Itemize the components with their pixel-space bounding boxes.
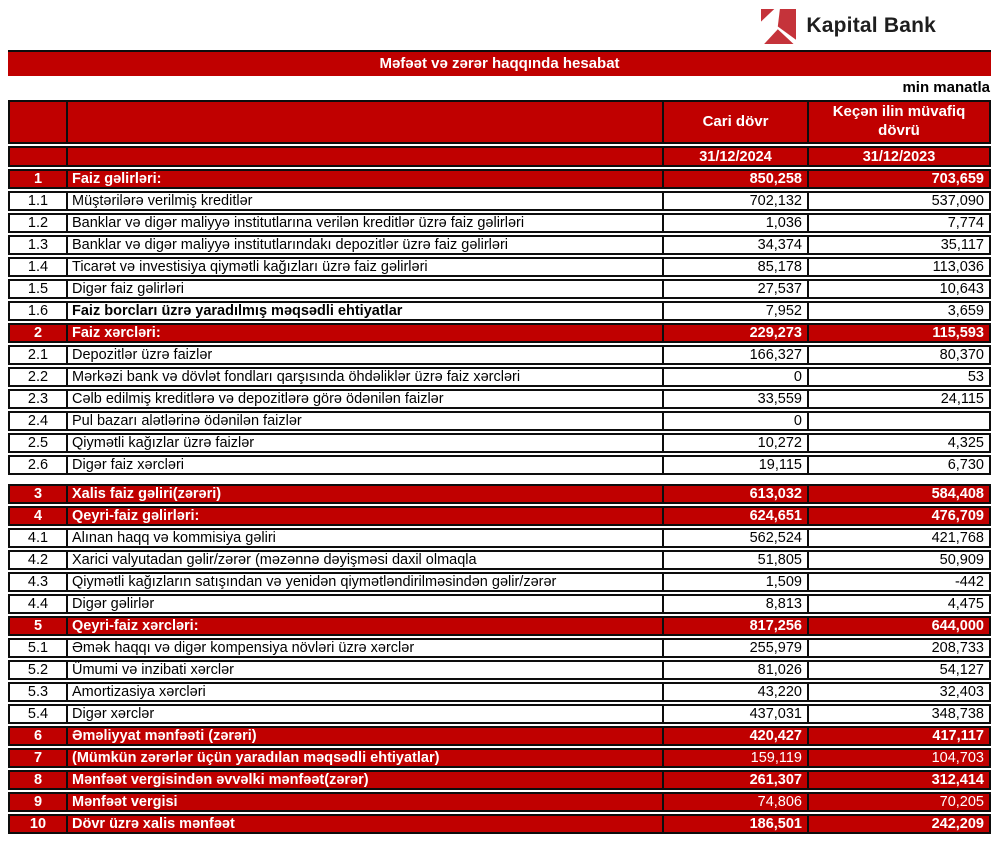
report-title-bar bbox=[8, 50, 991, 76]
row-label-cell: Xarici valyutadan gəlir/zərər (məzənnə dəyişməsi daxil olmaqla bbox=[68, 550, 664, 570]
row-number-cell: 8 bbox=[8, 770, 68, 790]
section-gap bbox=[8, 477, 991, 482]
row-previous-value-cell bbox=[809, 411, 991, 431]
row-current-value-cell: 255,979 bbox=[664, 638, 809, 658]
table-row bbox=[8, 726, 991, 746]
table-row bbox=[8, 257, 991, 277]
row-previous-value-cell: 417,117 bbox=[809, 726, 991, 746]
row-previous-value-cell: 4,325 bbox=[809, 433, 991, 453]
row-number-cell: 4.2 bbox=[8, 550, 68, 570]
row-current-value-cell: 7,952 bbox=[664, 301, 809, 321]
table-row bbox=[8, 814, 991, 834]
row-current-value-cell: 85,178 bbox=[664, 257, 809, 277]
header-empty-label bbox=[68, 100, 664, 144]
row-current-value-cell: 81,026 bbox=[664, 660, 809, 680]
row-previous-value-cell: 50,909 bbox=[809, 550, 991, 570]
row-previous-value-cell: 10,643 bbox=[809, 279, 991, 299]
row-number-cell: 1.3 bbox=[8, 235, 68, 255]
row-previous-value-cell: 54,127 bbox=[809, 660, 991, 680]
row-number-cell: 5.4 bbox=[8, 704, 68, 724]
row-label-cell: Mənfəət vergisi bbox=[68, 792, 664, 812]
report-title: Məfəət və zərər haqqında hesabat bbox=[379, 55, 620, 72]
header-current-period: Cari dövr bbox=[664, 100, 809, 144]
table-row bbox=[8, 748, 991, 768]
row-number-cell: 4 bbox=[8, 506, 68, 526]
row-previous-value-cell: 6,730 bbox=[809, 455, 991, 475]
table-row bbox=[8, 323, 991, 343]
row-label-cell: Qeyri-faiz xərcləri: bbox=[68, 616, 664, 636]
row-number-cell: 9 bbox=[8, 792, 68, 812]
row-current-value-cell: 0 bbox=[664, 411, 809, 431]
row-current-value-cell: 10,272 bbox=[664, 433, 809, 453]
row-current-value-cell: 624,651 bbox=[664, 506, 809, 526]
row-label-cell: Digər gəlirlər bbox=[68, 594, 664, 614]
row-current-value-cell: 19,115 bbox=[664, 455, 809, 475]
table-row bbox=[8, 638, 991, 658]
row-label-cell: Alınan haqq və kommisiya gəliri bbox=[68, 528, 664, 548]
row-number-cell: 6 bbox=[8, 726, 68, 746]
row-previous-value-cell: 421,768 bbox=[809, 528, 991, 548]
row-label-cell: Depozitlər üzrə faizlər bbox=[68, 345, 664, 365]
row-number-cell: 2.3 bbox=[8, 389, 68, 409]
row-current-value-cell: 817,256 bbox=[664, 616, 809, 636]
row-current-value-cell: 613,032 bbox=[664, 484, 809, 504]
row-previous-value-cell: 3,659 bbox=[809, 301, 991, 321]
row-current-value-cell: 8,813 bbox=[664, 594, 809, 614]
row-current-value-cell: 159,119 bbox=[664, 748, 809, 768]
row-label-cell: Faiz borcları üzrə yaradılmış məqsədli ehtiyatlar bbox=[68, 301, 664, 321]
row-number-cell: 2 bbox=[8, 323, 68, 343]
logo-row bbox=[8, 6, 991, 46]
row-number-cell: 1.1 bbox=[8, 191, 68, 211]
row-number-cell: 4.1 bbox=[8, 528, 68, 548]
table-row bbox=[8, 616, 991, 636]
unit-note: min manatla bbox=[902, 79, 990, 96]
table-row bbox=[8, 792, 991, 812]
logo-brand-text: Kapital Bank bbox=[806, 14, 936, 37]
table-header-row bbox=[8, 100, 991, 144]
row-current-value-cell: 1,509 bbox=[664, 572, 809, 592]
row-label-cell: Faiz gəlirləri: bbox=[68, 169, 664, 189]
row-current-value-cell: 43,220 bbox=[664, 682, 809, 702]
row-label-cell: Mənfəət vergisindən əvvəlki mənfəət(zərər) bbox=[68, 770, 664, 790]
row-previous-value-cell: 104,703 bbox=[809, 748, 991, 768]
row-current-value-cell: 33,559 bbox=[664, 389, 809, 409]
table-row bbox=[8, 389, 991, 409]
row-number-cell: 5 bbox=[8, 616, 68, 636]
row-number-cell: 10 bbox=[8, 814, 68, 834]
table-row bbox=[8, 704, 991, 724]
row-number-cell: 1 bbox=[8, 169, 68, 189]
row-label-cell: Mərkəzi bank və dövlət fondları qarşısında öhdəliklər üzrə faiz xərcləri bbox=[68, 367, 664, 387]
table-row bbox=[8, 279, 991, 299]
row-number-cell: 7 bbox=[8, 748, 68, 768]
row-number-cell: 2.6 bbox=[8, 455, 68, 475]
row-previous-value-cell: 703,659 bbox=[809, 169, 991, 189]
table-row bbox=[8, 169, 991, 189]
row-label-cell: Qeyri-faiz gəlirləri: bbox=[68, 506, 664, 526]
table-row bbox=[8, 455, 991, 475]
row-label-cell: Xalis faiz gəliri(zərəri) bbox=[68, 484, 664, 504]
table-date-row bbox=[8, 146, 991, 167]
row-number-cell: 5.3 bbox=[8, 682, 68, 702]
table-row bbox=[8, 411, 991, 431]
row-number-cell: 2.5 bbox=[8, 433, 68, 453]
row-current-value-cell: 74,806 bbox=[664, 792, 809, 812]
row-label-cell: Pul bazarı alətlərinə ödənilən faizlər bbox=[68, 411, 664, 431]
row-label-cell: Dövr üzrə xalis mənfəət bbox=[68, 814, 664, 834]
row-number-cell: 4.4 bbox=[8, 594, 68, 614]
row-current-value-cell: 166,327 bbox=[664, 345, 809, 365]
row-previous-value-cell: 537,090 bbox=[809, 191, 991, 211]
table-row bbox=[8, 682, 991, 702]
table-row bbox=[8, 213, 991, 233]
row-label-cell: Qiymətli kağızların satışından və yenidən qiymətləndirilməsindən gəlir/zərər bbox=[68, 572, 664, 592]
row-previous-value-cell: 35,117 bbox=[809, 235, 991, 255]
row-label-cell: Ümumi və inzibati xərclər bbox=[68, 660, 664, 680]
profit-loss-table bbox=[8, 98, 991, 836]
row-previous-value-cell: 70,205 bbox=[809, 792, 991, 812]
row-number-cell: 1.4 bbox=[8, 257, 68, 277]
row-previous-value-cell: 312,414 bbox=[809, 770, 991, 790]
row-previous-value-cell: 7,774 bbox=[809, 213, 991, 233]
kapital-bank-logo-icon bbox=[761, 9, 796, 44]
row-previous-value-cell: 644,000 bbox=[809, 616, 991, 636]
row-number-cell: 3 bbox=[8, 484, 68, 504]
table-row bbox=[8, 191, 991, 211]
row-label-cell: Əməliyyat mənfəəti (zərəri) bbox=[68, 726, 664, 746]
row-current-value-cell: 261,307 bbox=[664, 770, 809, 790]
row-previous-value-cell: 208,733 bbox=[809, 638, 991, 658]
row-current-value-cell: 850,258 bbox=[664, 169, 809, 189]
row-current-value-cell: 229,273 bbox=[664, 323, 809, 343]
table-row bbox=[8, 528, 991, 548]
table-row bbox=[8, 572, 991, 592]
row-current-value-cell: 27,537 bbox=[664, 279, 809, 299]
row-number-cell: 2.2 bbox=[8, 367, 68, 387]
row-current-value-cell: 562,524 bbox=[664, 528, 809, 548]
row-current-value-cell: 702,132 bbox=[664, 191, 809, 211]
row-current-value-cell: 186,501 bbox=[664, 814, 809, 834]
row-label-cell: Cəlb edilmiş kreditlərə və depozitlərə görə ödənilən faizlər bbox=[68, 389, 664, 409]
row-current-value-cell: 1,036 bbox=[664, 213, 809, 233]
report-table-body bbox=[8, 169, 991, 834]
row-previous-value-cell: 348,738 bbox=[809, 704, 991, 724]
header-current-date: 31/12/2024 bbox=[664, 146, 809, 167]
row-number-cell: 5.2 bbox=[8, 660, 68, 680]
row-label-cell: Digər faiz gəlirləri bbox=[68, 279, 664, 299]
row-number-cell: 4.3 bbox=[8, 572, 68, 592]
row-number-cell: 2.4 bbox=[8, 411, 68, 431]
row-previous-value-cell: 32,403 bbox=[809, 682, 991, 702]
table-row bbox=[8, 345, 991, 365]
row-label-cell: Faiz xərcləri: bbox=[68, 323, 664, 343]
table-row bbox=[8, 235, 991, 255]
row-label-cell: Digər faiz xərcləri bbox=[68, 455, 664, 475]
row-label-cell: Digər xərclər bbox=[68, 704, 664, 724]
table-row bbox=[8, 770, 991, 790]
table-row bbox=[8, 506, 991, 526]
row-number-cell: 2.1 bbox=[8, 345, 68, 365]
row-number-cell: 1.5 bbox=[8, 279, 68, 299]
row-label-cell: Amortizasiya xərcləri bbox=[68, 682, 664, 702]
row-current-value-cell: 51,805 bbox=[664, 550, 809, 570]
row-label-cell: (Mümkün zərərlər üçün yaradılan məqsədli ehtiyatlar) bbox=[68, 748, 664, 768]
kapital-bank-logo bbox=[761, 9, 936, 44]
row-number-cell: 5.1 bbox=[8, 638, 68, 658]
row-label-cell: Ticarət və investisiya qiymətli kağızları üzrə faiz gəlirləri bbox=[68, 257, 664, 277]
row-previous-value-cell: 4,475 bbox=[809, 594, 991, 614]
row-previous-value-cell: 24,115 bbox=[809, 389, 991, 409]
row-number-cell: 1.2 bbox=[8, 213, 68, 233]
table-row bbox=[8, 660, 991, 680]
row-current-value-cell: 34,374 bbox=[664, 235, 809, 255]
row-previous-value-cell: 584,408 bbox=[809, 484, 991, 504]
row-current-value-cell: 420,427 bbox=[664, 726, 809, 746]
header-empty-no bbox=[8, 100, 68, 144]
row-previous-value-cell: 53 bbox=[809, 367, 991, 387]
table-row bbox=[8, 367, 991, 387]
row-number-cell: 1.6 bbox=[8, 301, 68, 321]
header-previous-date: 31/12/2023 bbox=[809, 146, 991, 167]
table-row bbox=[8, 433, 991, 453]
row-label-cell: Qiymətli kağızlar üzrə faizlər bbox=[68, 433, 664, 453]
table-row bbox=[8, 550, 991, 570]
row-previous-value-cell: 113,036 bbox=[809, 257, 991, 277]
row-previous-value-cell: 80,370 bbox=[809, 345, 991, 365]
row-previous-value-cell: 115,593 bbox=[809, 323, 991, 343]
row-label-cell: Əmək haqqı və digər kompensiya növləri üzrə xərclər bbox=[68, 638, 664, 658]
row-previous-value-cell: 242,209 bbox=[809, 814, 991, 834]
row-label-cell: Müştərilərə verilmiş kreditlər bbox=[68, 191, 664, 211]
header-previous-period: Keçən ilin müvafiq dövrü bbox=[809, 100, 991, 144]
row-label-cell: Banklar və digər maliyyə institutlarına verilən kreditlər üzrə faiz gəlirləri bbox=[68, 213, 664, 233]
row-label-cell: Banklar və digər maliyyə institutlarındakı depozitlər üzrə faiz gəlirləri bbox=[68, 235, 664, 255]
row-previous-value-cell: -442 bbox=[809, 572, 991, 592]
table-row bbox=[8, 301, 991, 321]
date-empty-label bbox=[68, 146, 664, 167]
date-empty-no bbox=[8, 146, 68, 167]
row-current-value-cell: 0 bbox=[664, 367, 809, 387]
table-row bbox=[8, 484, 991, 504]
table-row bbox=[8, 594, 991, 614]
row-current-value-cell: 437,031 bbox=[664, 704, 809, 724]
row-previous-value-cell: 476,709 bbox=[809, 506, 991, 526]
